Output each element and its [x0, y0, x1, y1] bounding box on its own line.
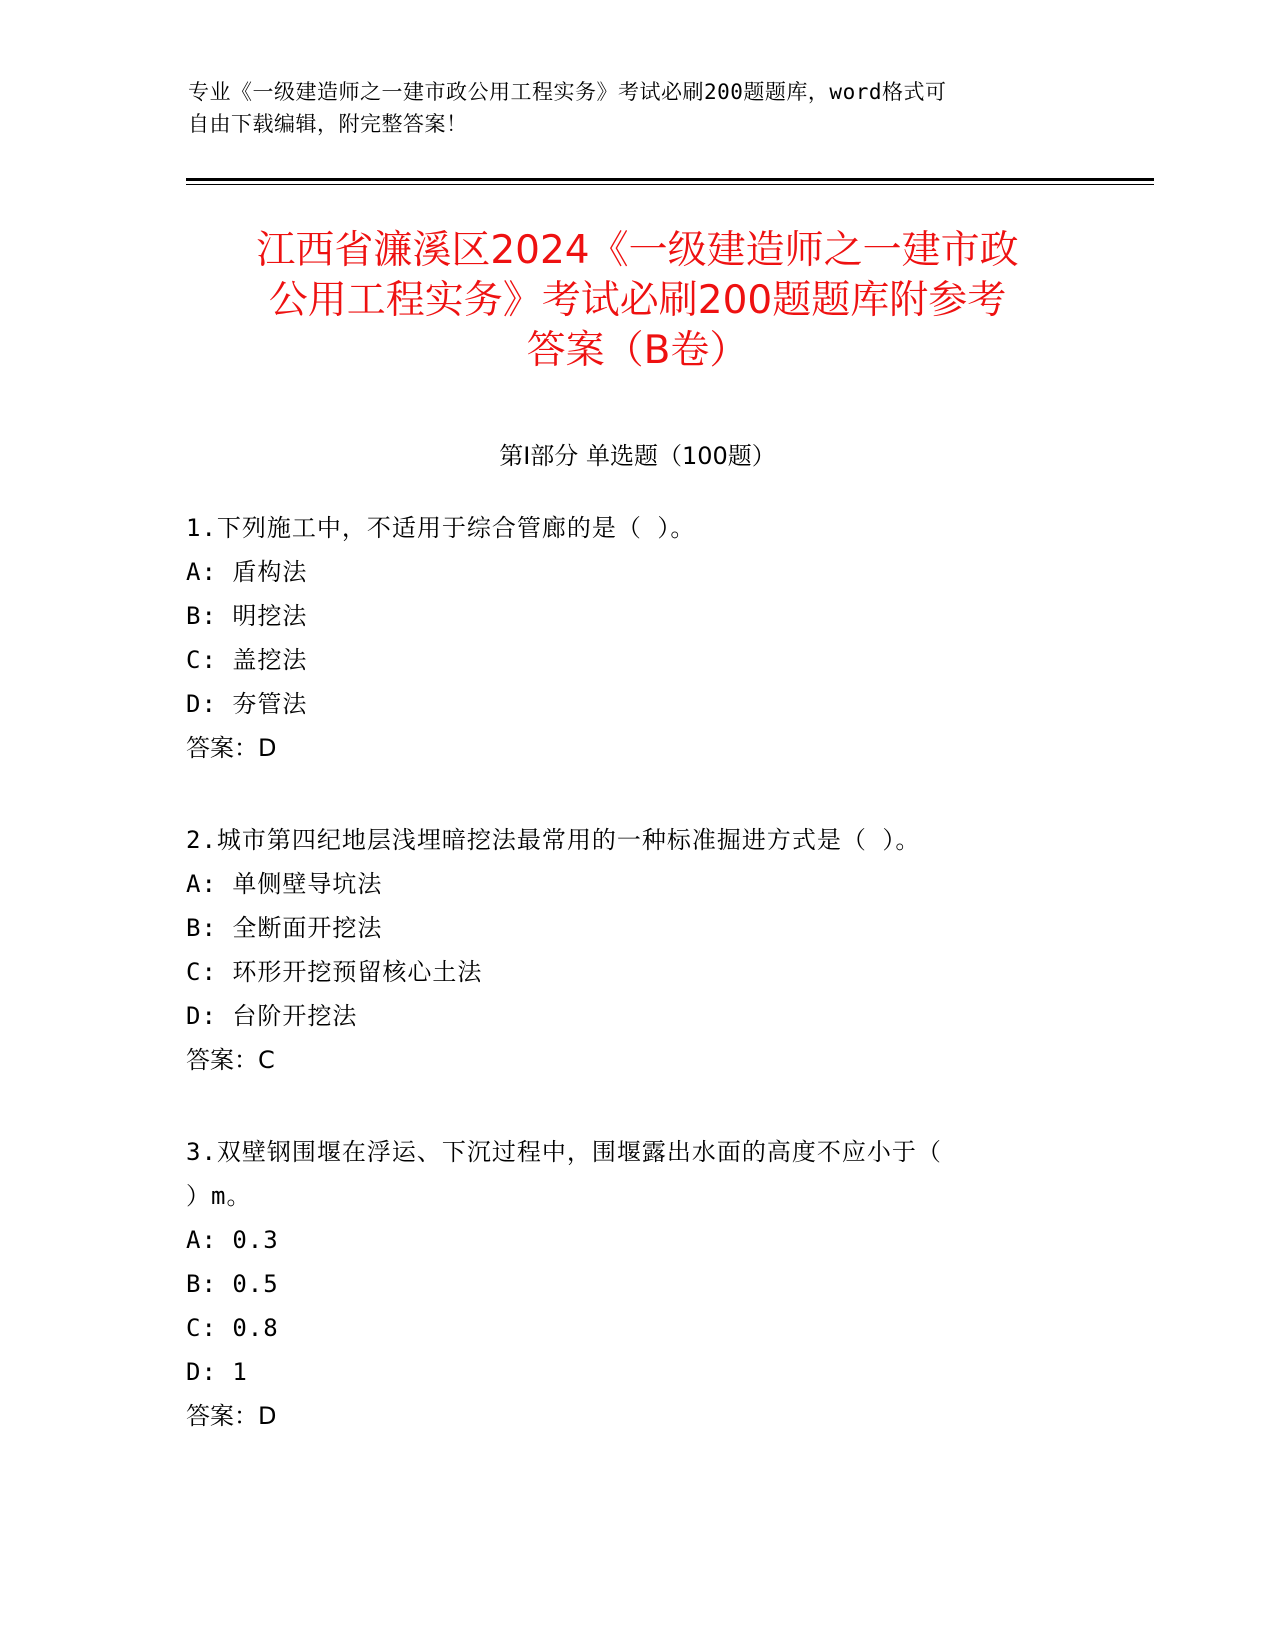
- question-stem: [186, 506, 1086, 550]
- option-a: A: 盾构法: [186, 558, 308, 586]
- option-a: A: 单侧壁导坑法: [186, 870, 383, 898]
- header-note: [188, 76, 1068, 140]
- header-note-line: 专业《一级建造师之一建市政公用工程实务》考试必刷200题题库，word格式可: [188, 80, 947, 104]
- question-3: [186, 1130, 1086, 1438]
- question-stem-line: 1.下列施工中，不适用于综合管廊的是（ ）。: [186, 514, 696, 542]
- option-c: C: 环形开挖预留核心土法: [186, 958, 483, 986]
- answer-line: 答案：D: [186, 1402, 277, 1430]
- title-line: 公用工程实务》考试必刷200题题库附参考: [268, 278, 1007, 323]
- question-stem-line: 2.城市第四纪地层浅埋暗挖法最常用的一种标准掘进方式是（ ）。: [186, 826, 921, 854]
- answer-line: 答案：D: [186, 734, 277, 762]
- question-stem: [186, 1130, 1086, 1218]
- question-stem-line: ）m。: [186, 1182, 252, 1210]
- header-note-line: 自由下载编辑，附完整答案！: [188, 112, 468, 136]
- option-b: B: 全断面开挖法: [186, 914, 383, 942]
- option-d: D: 夯管法: [186, 690, 308, 718]
- option-d: D: 1: [186, 1358, 248, 1386]
- option-c: C: 盖挖法: [186, 646, 308, 674]
- title-line: 江西省濂溪区2024《一级建造师之一建市政: [256, 228, 1019, 273]
- question-1: [186, 506, 1086, 770]
- option-c: C: 0.8: [186, 1314, 279, 1342]
- header-divider-thin: [186, 184, 1154, 185]
- option-a: A: 0.3: [186, 1226, 279, 1254]
- header-divider-thick: [186, 178, 1154, 181]
- answer-line: 答案：C: [186, 1046, 275, 1074]
- document-title: [160, 226, 1115, 376]
- title-line: 答案（B卷）: [526, 328, 749, 373]
- section-heading: 第I部分 单选题（100题）: [499, 442, 776, 470]
- question-stem-line: 3.双壁钢围堰在浮运、下沉过程中，围堰露出水面的高度不应小于（: [186, 1138, 942, 1166]
- option-b: B: 0.5: [186, 1270, 279, 1298]
- question-stem: [186, 818, 1086, 862]
- question-2: [186, 818, 1086, 1082]
- option-d: D: 台阶开挖法: [186, 1002, 358, 1030]
- option-b: B: 明挖法: [186, 602, 308, 630]
